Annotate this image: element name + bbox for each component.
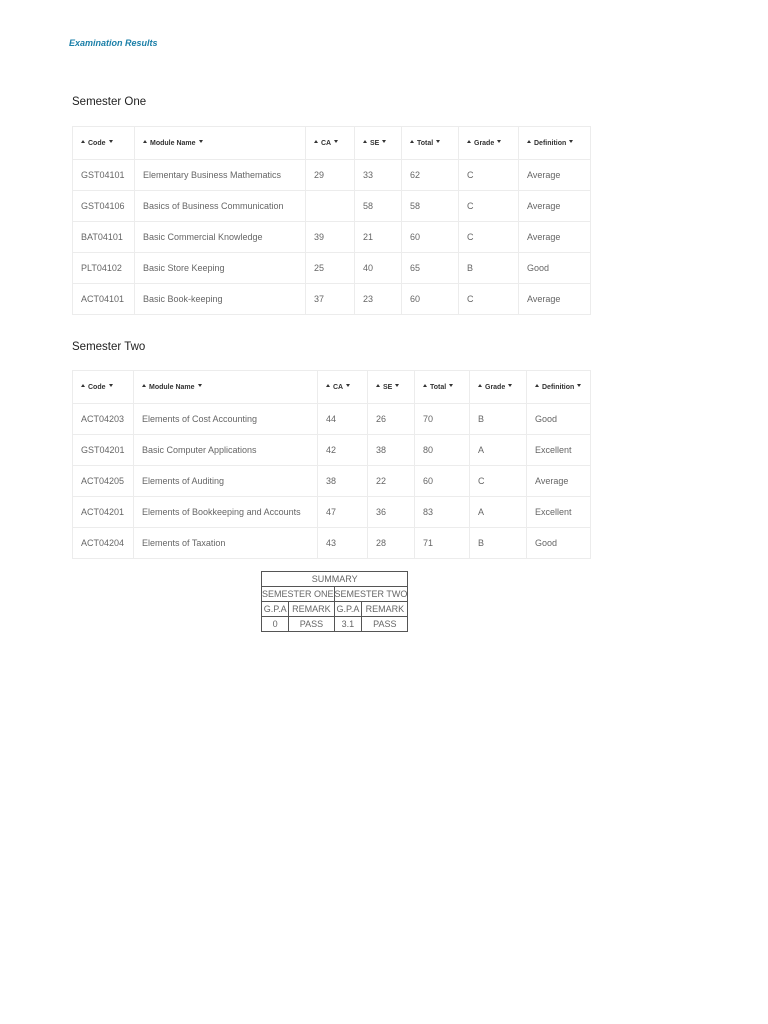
cell-total: 60 <box>415 466 470 497</box>
cell-grade: B <box>470 528 527 559</box>
cell-ca: 38 <box>318 466 368 497</box>
cell-definition: Good <box>527 404 591 435</box>
cell-total: 71 <box>415 528 470 559</box>
column-header-se[interactable] <box>368 371 415 404</box>
sort-up-icon[interactable] <box>527 140 531 143</box>
cell-total: 83 <box>415 497 470 528</box>
sort-down-icon[interactable] <box>199 140 203 143</box>
sort-down-icon[interactable] <box>577 384 581 387</box>
column-header-code[interactable] <box>73 371 134 404</box>
cell-code: GST04106 <box>73 191 135 222</box>
sort-up-icon[interactable] <box>423 384 427 387</box>
column-header-label: Total <box>430 383 447 391</box>
cell-se: 36 <box>368 497 415 528</box>
sort-down-icon[interactable] <box>508 384 512 387</box>
cell-ca: 37 <box>306 284 355 315</box>
summary-remark-label: REMARK <box>362 602 408 617</box>
sort-up-icon[interactable] <box>142 384 146 387</box>
semester-two-table <box>72 370 591 559</box>
sort-down-icon[interactable] <box>449 384 453 387</box>
table-row <box>73 466 591 497</box>
cell-grade: B <box>470 404 527 435</box>
cell-module-name: Basic Commercial Knowledge <box>135 222 306 253</box>
summary-gpa-label: G.P.A <box>334 602 362 617</box>
cell-total: 58 <box>402 191 459 222</box>
cell-se: 22 <box>368 466 415 497</box>
summary-semester-two-remark: PASS <box>362 617 408 632</box>
cell-grade: C <box>459 191 519 222</box>
cell-ca: 29 <box>306 160 355 191</box>
cell-grade: A <box>470 435 527 466</box>
cell-module-name: Elements of Taxation <box>134 528 318 559</box>
cell-code: ACT04204 <box>73 528 134 559</box>
sort-down-icon[interactable] <box>569 140 573 143</box>
cell-total: 65 <box>402 253 459 284</box>
sort-down-icon[interactable] <box>109 140 113 143</box>
table-row <box>73 222 591 253</box>
cell-code: ACT04203 <box>73 404 134 435</box>
column-header-label: Definition <box>534 139 567 147</box>
cell-definition: Average <box>527 466 591 497</box>
column-header-definition[interactable] <box>519 127 591 160</box>
column-header-total[interactable] <box>415 371 470 404</box>
cell-ca: 44 <box>318 404 368 435</box>
cell-total: 70 <box>415 404 470 435</box>
sort-down-icon[interactable] <box>109 384 113 387</box>
column-header-module-name[interactable] <box>135 127 306 160</box>
column-header-label: Grade <box>474 139 495 147</box>
cell-total: 60 <box>402 222 459 253</box>
cell-module-name: Elements of Auditing <box>134 466 318 497</box>
sort-up-icon[interactable] <box>81 140 85 143</box>
cell-code: GST04101 <box>73 160 135 191</box>
cell-code: ACT04101 <box>73 284 135 315</box>
column-header-label: Definition <box>542 383 575 391</box>
column-header-label: SE <box>383 383 393 391</box>
cell-definition: Average <box>519 284 591 315</box>
cell-module-name: Basic Book-keeping <box>135 284 306 315</box>
sort-down-icon[interactable] <box>436 140 440 143</box>
column-header-ca[interactable] <box>318 371 368 404</box>
column-header-label: Code <box>88 383 106 391</box>
column-header-ca[interactable] <box>306 127 355 160</box>
sort-up-icon[interactable] <box>535 384 539 387</box>
cell-se: 58 <box>355 191 402 222</box>
sort-up-icon[interactable] <box>363 140 367 143</box>
summary-semester-one-label: SEMESTER ONE <box>262 587 335 602</box>
sort-down-icon[interactable] <box>198 384 202 387</box>
table-row <box>73 528 591 559</box>
sort-up-icon[interactable] <box>410 140 414 143</box>
cell-definition: Excellent <box>527 497 591 528</box>
sort-down-icon[interactable] <box>346 384 350 387</box>
sort-up-icon[interactable] <box>143 140 147 143</box>
cell-se: 33 <box>355 160 402 191</box>
column-header-module-name[interactable] <box>134 371 318 404</box>
sort-down-icon[interactable] <box>497 140 501 143</box>
cell-se: 26 <box>368 404 415 435</box>
column-header-label: Total <box>417 139 434 147</box>
cell-definition: Average <box>519 222 591 253</box>
cell-module-name: Elements of Bookkeeping and Accounts <box>134 497 318 528</box>
semester-one-title: Semester One <box>72 96 147 108</box>
column-header-label: Module Name <box>150 139 196 147</box>
sort-down-icon[interactable] <box>395 384 399 387</box>
table-row <box>73 160 591 191</box>
cell-total: 60 <box>402 284 459 315</box>
column-header-grade[interactable] <box>459 127 519 160</box>
cell-ca: 39 <box>306 222 355 253</box>
sort-up-icon[interactable] <box>314 140 318 143</box>
sort-up-icon[interactable] <box>478 384 482 387</box>
cell-se: 23 <box>355 284 402 315</box>
cell-definition: Good <box>519 253 591 284</box>
column-header-label: Module Name <box>149 383 195 391</box>
summary-semester-two-gpa: 3.1 <box>334 617 362 632</box>
cell-ca: 25 <box>306 253 355 284</box>
page-title: Examination Results <box>69 38 158 48</box>
cell-ca: 43 <box>318 528 368 559</box>
cell-definition: Average <box>519 191 591 222</box>
column-header-total[interactable] <box>402 127 459 160</box>
table-row <box>73 284 591 315</box>
column-header-definition[interactable] <box>527 371 591 404</box>
cell-se: 40 <box>355 253 402 284</box>
cell-grade: A <box>470 497 527 528</box>
cell-grade: C <box>459 160 519 191</box>
cell-grade: C <box>470 466 527 497</box>
sort-up-icon[interactable] <box>376 384 380 387</box>
cell-module-name: Elements of Cost Accounting <box>134 404 318 435</box>
sort-down-icon[interactable] <box>382 140 386 143</box>
cell-grade: B <box>459 253 519 284</box>
table-row <box>73 404 591 435</box>
summary-semester-one-remark: PASS <box>289 617 334 632</box>
summary-gpa-label: G.P.A <box>262 602 289 617</box>
cell-se: 38 <box>368 435 415 466</box>
cell-total: 62 <box>402 160 459 191</box>
column-header-code[interactable] <box>73 127 135 160</box>
column-header-grade[interactable] <box>470 371 527 404</box>
semester-two-title: Semester Two <box>72 341 146 353</box>
cell-module-name: Elementary Business Mathematics <box>135 160 306 191</box>
summary-remark-label: REMARK <box>289 602 334 617</box>
column-header-label: SE <box>370 139 380 147</box>
column-header-label: Code <box>88 139 106 147</box>
header-row <box>73 371 591 404</box>
column-header-label: Grade <box>485 383 506 391</box>
cell-module-name: Basics of Business Communication <box>135 191 306 222</box>
cell-grade: C <box>459 222 519 253</box>
cell-se: 28 <box>368 528 415 559</box>
summary-semester-two-label: SEMESTER TWO <box>334 587 408 602</box>
summary-semester-one-gpa: 0 <box>262 617 289 632</box>
cell-ca: 47 <box>318 497 368 528</box>
sort-down-icon[interactable] <box>334 140 338 143</box>
cell-se: 21 <box>355 222 402 253</box>
cell-code: BAT04101 <box>73 222 135 253</box>
cell-code: ACT04201 <box>73 497 134 528</box>
cell-code: ACT04205 <box>73 466 134 497</box>
column-header-se[interactable] <box>355 127 402 160</box>
table-row <box>73 253 591 284</box>
column-header-label: CA <box>321 139 332 147</box>
cell-grade: C <box>459 284 519 315</box>
summary-table <box>261 571 408 632</box>
sort-up-icon[interactable] <box>467 140 471 143</box>
cell-module-name: Basic Computer Applications <box>134 435 318 466</box>
table-row <box>73 191 591 222</box>
table-row <box>73 435 591 466</box>
header-row <box>73 127 591 160</box>
cell-ca <box>306 191 355 222</box>
cell-total: 80 <box>415 435 470 466</box>
sort-up-icon[interactable] <box>81 384 85 387</box>
cell-code: GST04201 <box>73 435 134 466</box>
cell-definition: Excellent <box>527 435 591 466</box>
cell-definition: Good <box>527 528 591 559</box>
cell-ca: 42 <box>318 435 368 466</box>
table-row <box>73 497 591 528</box>
cell-definition: Average <box>519 160 591 191</box>
summary-title: SUMMARY <box>262 572 408 587</box>
semester-one-table <box>72 126 591 315</box>
cell-code: PLT04102 <box>73 253 135 284</box>
cell-module-name: Basic Store Keeping <box>135 253 306 284</box>
column-header-label: CA <box>333 383 344 391</box>
sort-up-icon[interactable] <box>326 384 330 387</box>
